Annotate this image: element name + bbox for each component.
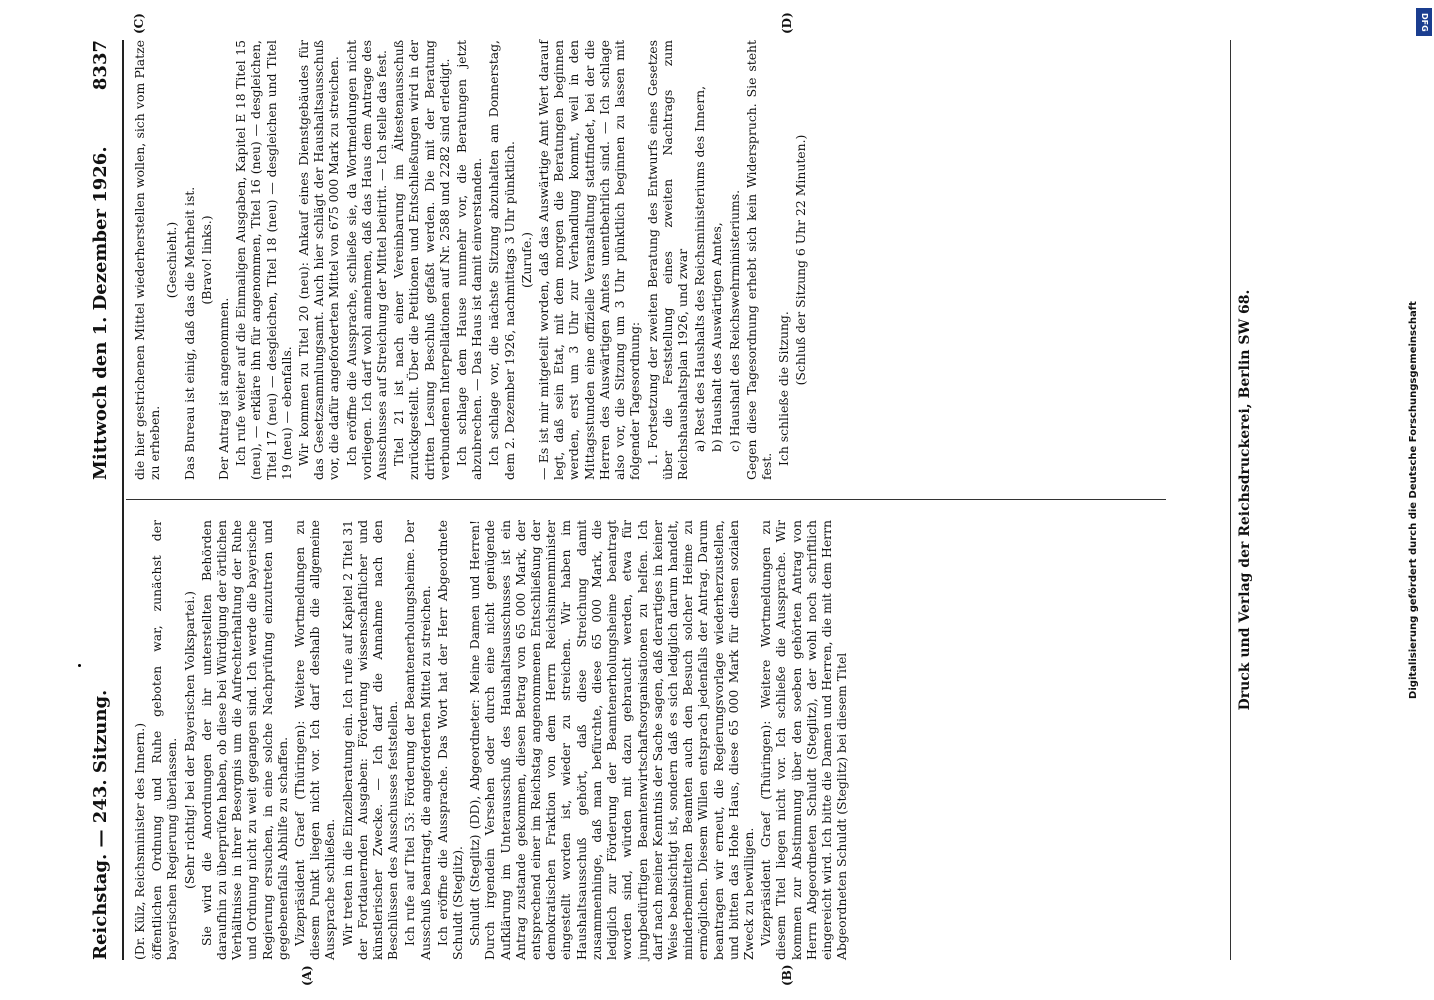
paragraph: Wir kommen zu Titel 20 (neu): Ankauf eines Dienstgebäudes für das Gesetzsammlungsamt. Auch hier schlägt der Haushaltsausschuß vor, die dafür angeforderten Mittel von 675 000 Mark zu streichen. <box>296 40 342 480</box>
page-header <box>90 40 120 960</box>
paragraph: Ich eröffne die Aussprache. Das Wort hat der Herr Abgeordnete Schuldt (Steglitz). <box>434 520 466 960</box>
paragraph: Gegen diese Tagesordnung erhebt sich kein Widerspruch. Sie steht fest. <box>743 40 774 480</box>
header-rule <box>122 40 124 960</box>
interjection: (Zurufe.) <box>518 231 534 289</box>
speaker-note: (Dr. Külz, Reichsminister des Innern.) <box>132 722 147 960</box>
header-left: Reichstag. — 243. Sitzung. <box>90 689 111 960</box>
margin-mark-b: (B) <box>780 964 794 986</box>
column-divider <box>126 499 1166 500</box>
paragraph: — Es ist mir mitgeteilt worden, daß das Auswärtige Amt Wert darauf legt, daß sein Etat, mit dem morgen die Beratungen beginnen werden, erst um 3 Uhr zur Verhandlung kommt, weil in den Mittagsstunden eine offizielle Veranstaltung stattfindet, bei der die Herren des Auswärtigen Amtes unentbehrlich sind. — Ich schlage also vor, die Sitzung um 3 Uhr pünktlich beginnen zu lassen mit folgender Tagesordnung: <box>536 40 643 480</box>
paragraph: Ich schließe die Sitzung. <box>776 311 792 466</box>
interjection: (Bravo! links.) <box>198 215 214 305</box>
paragraph: Titel 21 ist nach einer Vereinbarung im Ältestenausschuß zurückgestellt. Über die Petitionen und Entschließungen wird in der dritten Lesung Beschluß gefaßt werden. Die mit der Beratung verbundenen Interpellationen auf Nr. 2588 und 2282 sind erledigt. <box>391 40 452 480</box>
paragraph: öffentlichen Ordnung und Ruhe geboten war, zunächst der bayerischen Regierung überlassen. <box>149 520 180 960</box>
agenda-subitem: b) Haushalt des Auswärtigen Amtes, <box>709 222 725 452</box>
paragraph: Der Antrag ist angenommen. <box>216 297 232 480</box>
paragraph: Ich rufe auf Titel 53: Förderung der Beamtenerholungsheime. Der Ausschuß beantragt, die angeforderten Mittel zu streichen. <box>402 520 433 960</box>
paragraph: Ich rufe weiter auf die Einmaligen Ausgaben, Kapitel E 18 Titel 15 (neu), — erkläre ihn für angenommen, Titel 16 (neu) — desgleichen, Titel 17 (neu) — desgleichen, Titel 18 (neu) — desgleichen und Titel 19 (neu) — ebenfalls. <box>233 40 294 480</box>
paragraph: Vizepräsident Graef (Thüringen): Weitere Wortmeldungen zu diesem Punkt liegen nicht vor. Ich darf deshalb die allgemeine Aussprache schließen. <box>292 520 338 960</box>
interjection: (Geschieht.) <box>164 221 180 299</box>
paragraph: Sie wird die Anordnungen der ihr unterstellten Behörden daraufhin zu überprüfen haben, ob diese bei Würdigung der örtlichen Verhältnisse in ihrer Besorgnis um die Aufrechterhaltung der Ruhe und Ordnung nicht zu weit gegangen sind. Ich werde die bayerische Regierung ersuchen, in eine solche Nachprüfung einzutreten und gegebenenfalls Abhilfe zu schaffen. <box>198 520 290 960</box>
right-column <box>132 40 811 480</box>
agenda-subitem: a) Rest des Haushalts des Reichsministeriums des Innern, <box>692 85 708 452</box>
page-number: 8337 <box>90 40 111 91</box>
paragraph: Ich schlage vor, die nächste Sitzung abzuhalten am Donnerstag, dem 2. Dezember 1926, nachmittags 3 Uhr pünktlich. <box>486 40 517 480</box>
margin-mark-a: (A) <box>300 965 314 986</box>
interjection: (Sehr richtig! bei der Bayerischen Volkspartei.) <box>181 590 197 890</box>
margin-mark-c: (C) <box>132 13 146 34</box>
paragraph: Ich schlage dem Hause nunmehr vor, die Beratungen jetzt abzubrechen. — Das Haus ist damit einverstanden. <box>454 40 485 480</box>
paragraph: Vizepräsident Graef (Thüringen): Weitere Wortmeldungen zu diesem Titel liegen nicht vor. Ich schließe die Aussprache. Wir kommen zur Abstimmung über den soeben gehörten Antrag von Herrn Abgeordneten Schuldt (Steglitz), der wohl noch schriftlich eingereicht wird. Ich bitte die Damen und Herren, die mit dem Herrn Abgeordneten Schuldt (Steglitz) bei diesem Titel <box>758 520 850 960</box>
speck <box>78 664 81 667</box>
closing-note: (Schluß der Sitzung 6 Uhr 22 Minuten.) <box>793 134 809 386</box>
paragraph: Ich eröffne die Aussprache, schließe sie, da Wortmeldungen nicht vorliegen. Ich darf wohl annehmen, daß das Haus dem Antrage des Ausschusses auf Streichung der Mittel beitritt. — Ich stelle das fest. <box>343 40 390 480</box>
agenda-subitem: c) Haushalt des Reichswehrministeriums. <box>726 189 742 452</box>
funding-note: Digitalisierung gefördert durch die Deutsche Forschungsgemeinschaft <box>1408 301 1419 699</box>
header-date: Mittwoch den 1. Dezember 1926. <box>90 146 111 480</box>
paragraph: Schuldt (Steglitz) (DD), Abgeordneter: Meine Damen und Herren! Durch irgendein Versehen oder durch eine nicht genügende Aufklärung im Unterausschuß des Haushaltsausschusses ist ein Antrag zustande gekommen, diesen Betrag von 65 000 Mark, der entsprechend einer im Reichstag angenommenen Entschließung der demokratischen Fraktion von dem Herrn Reichsinnenminister eingestellt worden ist, wieder zu streichen. Wir haben im Haushaltsausschuß gehört, daß diese Streichung damit zusammenhinge, daß man befürchte, diese 65 000 Mark, die lediglich zur Förderung der Beamtenerholungsheime beantragt worden sind, würden mit dazu gebraucht werden, etwa für jungbedürftigen Beamtenwirtschaftsorganisationen zu helfen. Ich darf nach meiner Kenntnis der Sache sagen, daß derartiges in keiner Weise beabsichtigt ist, sondern daß es sich lediglich darum handelt, minderbemittelten Beamten auch den Besuch solcher Heime zu ermöglichen. Diesem Willen entsprach jedenfalls der Antrag. Darum beantragen wir erneut, die Regierungsvorlage wiederherzustellen, und bitten das Hohe Haus, diese 65 000 Mark für diesen sozialen Zweck zu bewilligen. <box>467 520 756 960</box>
paragraph: die hier gestrichenen Mittel wiederherstellen wollen, sich vom Platze zu erheben. <box>132 40 163 480</box>
dfg-logo: DFG <box>1416 8 1432 36</box>
side-note <box>1408 0 1428 1000</box>
paragraph: Wir treten in die Einzelberatung ein. Ich rufe auf Kapitel 2 Titel 31 der Fortdauernden Ausgaben: Förderung wissenschaftlicher und künstlerischer Zwecke. — Ich darf die Annahme nach den Beschlüssen des Ausschusses feststellen. <box>339 520 401 960</box>
margin-mark-d: (D) <box>780 12 794 34</box>
page-content <box>60 12 1340 986</box>
agenda-item: 1. Fortsetzung der zweiten Beratung des Entwurfs eines Gesetzes über die Feststellung eines zweiten Nachtrags zum Reichshaushaltsplan 1926, und zwar <box>644 40 690 480</box>
paragraph: Das Bureau ist einig, daß das die Mehrheit ist. <box>181 186 197 480</box>
printer-footer: Druck und Verlag der Reichsdruckerei, Berlin SW 68. <box>1230 40 1253 960</box>
left-column <box>132 520 851 960</box>
